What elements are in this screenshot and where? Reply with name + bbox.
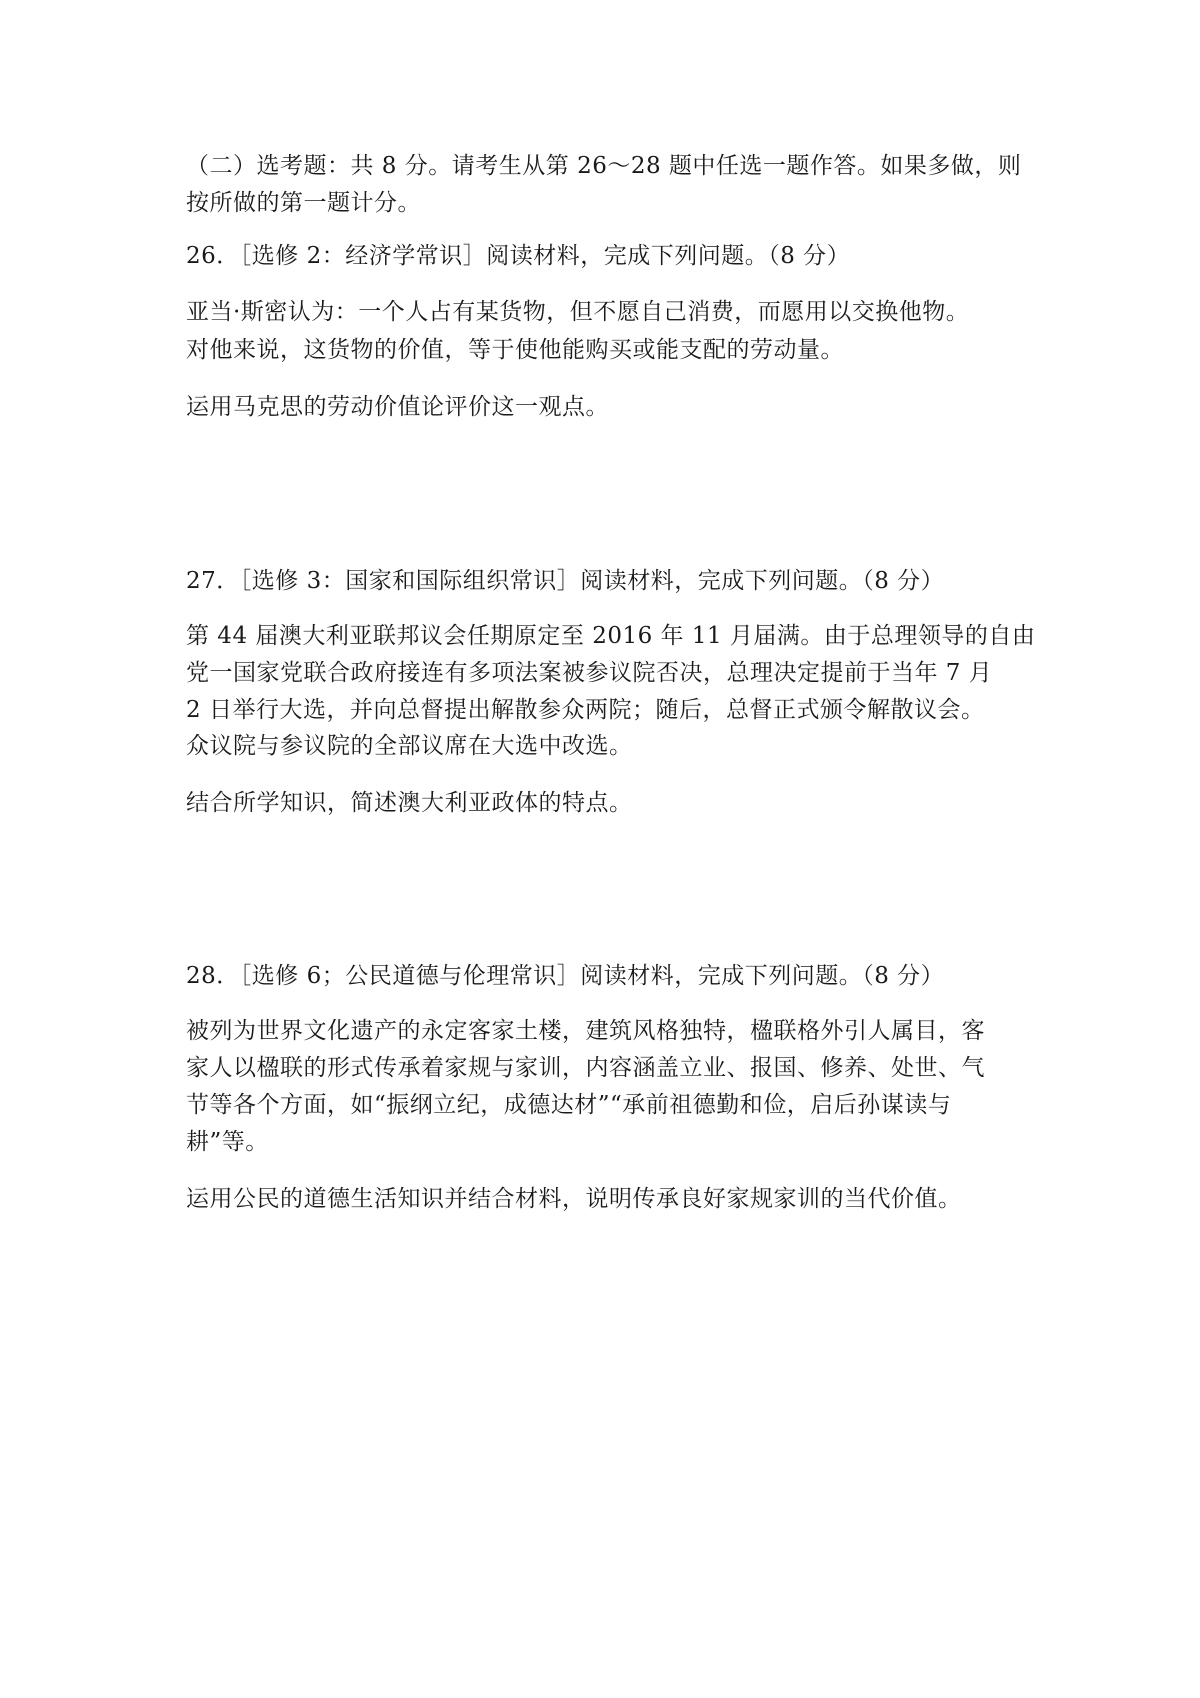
question-27-material-line-1: 第 44 届澳大利亚联邦议会任期原定至 2016 年 11 月届满。由于总理领导的自由 [186,623,1036,649]
question-28-prompt: 运用公民的道德生活知识并结合材料，说明传承良好家规家训的当代价值。 [186,1186,962,1212]
question-27-title: 27．［选修 3：国家和国际组织常识］阅读材料，完成下列问题。（8 分） [186,568,945,594]
question-28-title: 28．［选修 6；公民道德与伦理常识］阅读材料，完成下列问题。（8 分） [186,963,945,989]
question-27-material-line-3: 2 日举行大选，并向总督提出解散参众两院；随后，总督正式颁令解散议会。 [186,697,985,723]
question-26-title: 26．［选修 2：经济学常识］阅读材料，完成下列问题。（8 分） [186,243,851,269]
question-28-material-line-1: 被列为世界文化遗产的永定客家土楼，建筑风格独特，楹联格外引人属目，客 [186,1018,985,1044]
section-header-line-2: 按所做的第一题计分。 [186,190,421,216]
question-27-material-line-4: 众议院与参议院的全部议席在大选中改选。 [186,733,633,759]
question-26-material-line-2: 对他来说，这货物的价值，等于使他能购买或能支配的劳动量。 [186,337,844,363]
question-26-material-line-1: 亚当·斯密认为：一个人占有某货物，但不愿自己消费，而愿用以交换他物。 [186,299,970,325]
section-header-line-1: （二）选考题：共 8 分。请考生从第 26～28 题中任选一题作答。如果多做，则 [186,153,1022,179]
question-28-material-line-3: 节等各个方面，如“振纲立纪，成德达材”“承前祖德勤和俭，启后孙谋读与 [186,1092,952,1118]
question-27-material-line-2: 党一国家党联合政府接连有多项法案被参议院否决，总理决定提前于当年 7 月 [186,660,993,686]
question-28-material-line-2: 家人以楹联的形式传承着家规与家训，内容涵盖立业、报国、修养、处世、气 [186,1055,985,1081]
question-27-prompt: 结合所学知识，简述澳大利亚政体的特点。 [186,790,633,816]
question-26-prompt: 运用马克思的劳动价值论评价这一观点。 [186,394,609,420]
question-28-material-line-4: 耕”等。 [186,1129,269,1155]
